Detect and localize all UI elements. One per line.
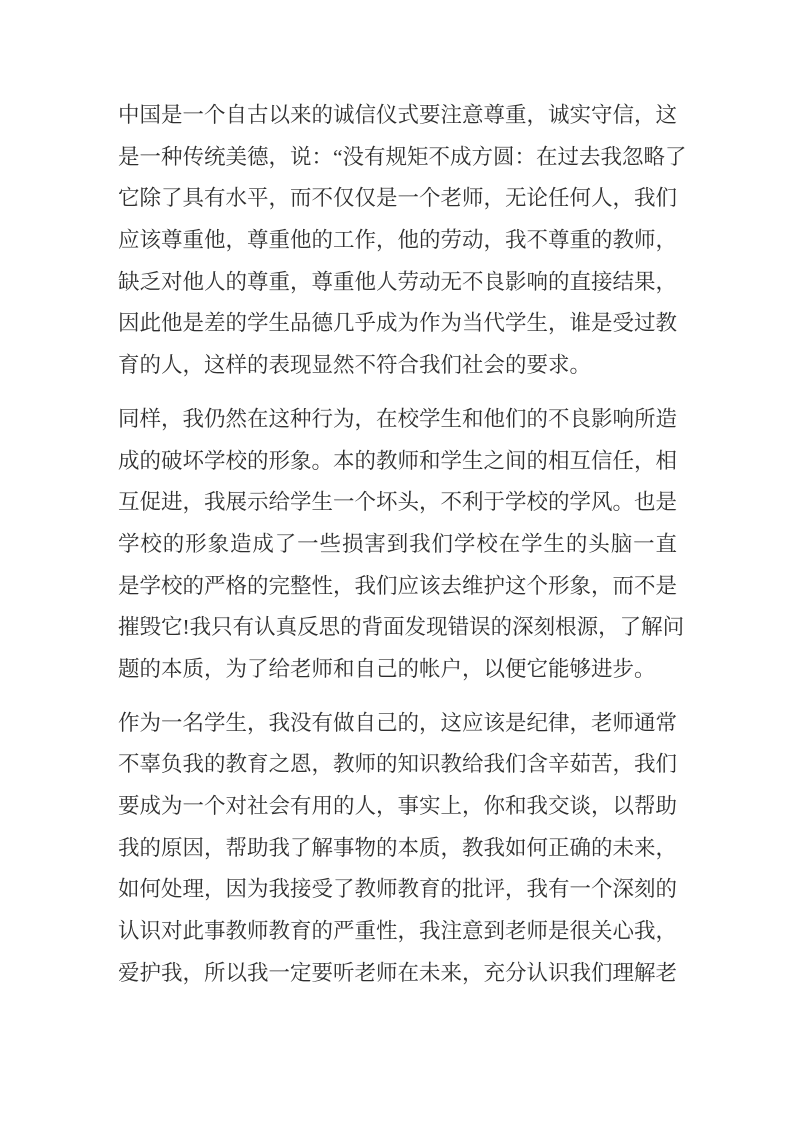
text-line: 认识对此事教师教育的严重性，我注意到老师是很关心我， [118, 919, 678, 944]
text-line: 是学校的严格的完整性，我们应该去维护这个形象，而不是 [118, 573, 678, 598]
text-line: 成的破坏学校的形象。本的教师和学生之间的相互信任，相 [118, 448, 678, 473]
text-line: 同样，我仍然在这种行为，在校学生和他们的不良影响所造 [118, 406, 678, 431]
text-line: 是一种传统美德，说：“没有规矩不成方圆：在过去我忽略了 [118, 144, 687, 169]
paragraph [118, 95, 687, 387]
paragraph [118, 703, 677, 995]
text-line: 爱护我，所以我一定要听老师在未来，充分认识我们理解老 [118, 960, 678, 985]
text-line: 学校的形象造成了一些损害到我们学校在学生的头脑一直 [118, 531, 677, 556]
text-line: 作为一名学生，我没有做自己的，这应该是纪律，老师通常 [118, 710, 678, 735]
text-line: 互促进，我展示给学生一个坏头，不利于学校的学风。也是 [118, 490, 678, 515]
text-line: 要成为一个对社会有用的人，事实上，你和我交谈，以帮助 [118, 794, 678, 818]
text-line: 应该尊重他，尊重他的工作，他的劳动，我不尊重的教师， [118, 228, 678, 253]
text-line: 摧毁它!我只有认真反思的背面发现错误的深刻根源，了解问 [118, 615, 685, 640]
text-line: 因此他是差的学生品德几乎成为作为当代学生，谁是受过教 [118, 311, 678, 336]
text-line: 我的原因，帮助我了解事物的本质，教我如何正确的未来， [118, 835, 678, 860]
text-line: 题的本质，为了给老师和自己的帐户，以便它能够进步。 [118, 656, 656, 681]
document-body [118, 95, 687, 994]
paragraph [118, 399, 685, 691]
text-line: 它除了具有水平，而不仅仅是一个老师，无论任何人，我们 [118, 186, 678, 211]
text-line: 中国是一个自古以来的诚信仪式要注意尊重，诚实守信，这 [118, 103, 678, 127]
text-line: 育的人，这样的表现显然不符合我们社会的要求。 [118, 353, 592, 378]
text-line: 如何处理，因为我接受了教师教育的批评，我有一个深刻的 [118, 877, 678, 902]
text-line: 缺乏对他人的尊重，尊重他人劳动无不良影响的直接结果， [118, 269, 678, 294]
text-line: 不辜负我的教育之恩，教师的知识教给我们含辛茹苦，我们 [118, 752, 678, 777]
